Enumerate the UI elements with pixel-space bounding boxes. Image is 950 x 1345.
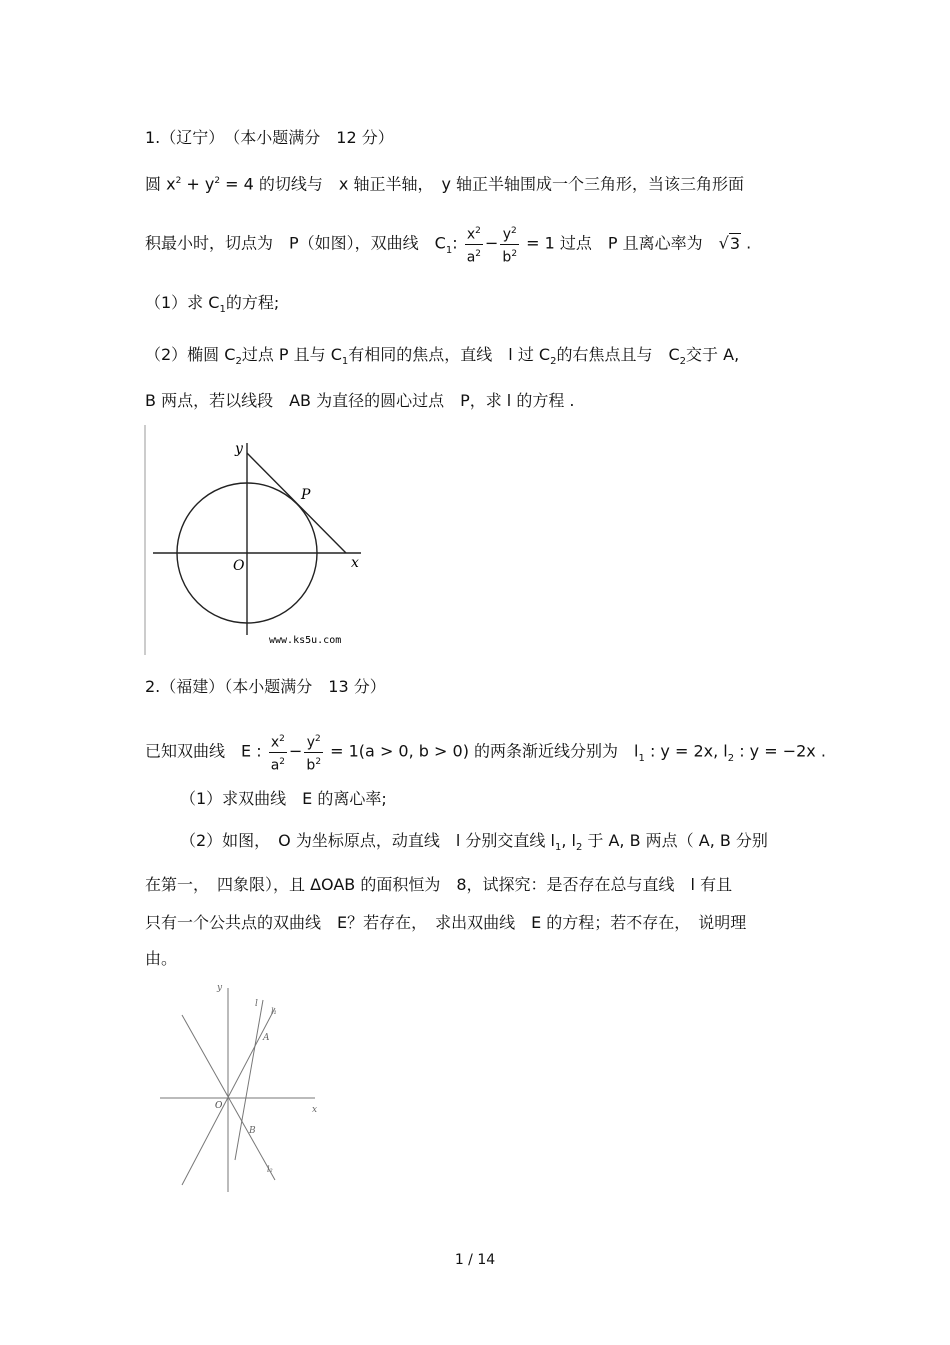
fraction-x2-a2: $\frac{x^2}{a^2}$	[269, 730, 287, 774]
origin-label: O	[215, 1101, 223, 1111]
fraction-y2-b2: $\frac{y^2}{b^2}$	[500, 222, 519, 266]
text: + y	[181, 174, 215, 194]
y-label: y	[217, 983, 223, 993]
problem2-heading: 2.（福建）（本小题满分 13 分）	[145, 677, 386, 696]
fraction-x2-a2: $\frac{x^2}{a^2}$	[465, 222, 483, 266]
minus: −	[485, 233, 499, 253]
problem1-q2-cont: B 两点，若以线段 AB 为直径的圆心过点 P，求 l 的方程 .	[145, 391, 575, 410]
problem2-q2-line4: 由。	[145, 949, 178, 968]
sqrt-value: 3	[729, 233, 741, 253]
problem2-line1: 已知双曲线 E : $\frac{x^2}{a^2}$ − $\frac{y^2}{b^2}$ = 1(a > 0, b > 0) 的两条渐近线分别为 $l_1$ : y = 2x, $l_2$ : y = −2x .	[145, 730, 826, 774]
figure-circle-tangent	[143, 425, 383, 655]
line-l	[235, 1000, 263, 1160]
text: :	[452, 233, 458, 253]
sup: 2	[214, 176, 221, 186]
x-label: x	[312, 1105, 318, 1115]
problem1-line1	[145, 170, 744, 195]
page-number: 1 / 14	[454, 1252, 496, 1268]
point-p-label: P	[301, 487, 311, 503]
figure-asymptotes	[155, 980, 335, 1200]
problem2-q2-line2: 在第一， 四象限），且 ΔOAB 的面积恒为 8，试探究：是否存在总与直线 l 有且	[145, 875, 733, 894]
problem2-q2: （2）如图， O 为坐标原点，动直线 l 分别交直线 $l_1$, $l_2$ 于 A, B 两点（ A, B 分别	[180, 831, 768, 854]
text: 积最小时，切点为 P（如图），双曲线 C	[145, 233, 446, 253]
text: = 1 过点 P 且离心率为	[521, 233, 719, 253]
text: .	[746, 233, 752, 253]
y-label: y	[235, 441, 243, 457]
tangent-line	[247, 453, 346, 553]
watermark: www.ks5u.com	[269, 635, 342, 646]
problem1-heading: 1.（辽宁） （本小题满分 12 分）	[145, 128, 394, 147]
sup: 2	[175, 176, 182, 186]
fraction-y2-b2: $\frac{y^2}{b^2}$	[304, 730, 323, 774]
line-l1-label: l₁	[271, 1007, 277, 1016]
point-a-label: A	[263, 1033, 270, 1043]
text: 圆 x	[145, 174, 176, 194]
line-l-label: l	[255, 999, 258, 1009]
problem1-q2: （2）椭圆 $C_2$过点 P 且与 $C_1$有相同的焦点，直线 l 过 $C_2$的右焦点且与 $C_2$交于 A,	[145, 345, 740, 368]
text: = 4 的切线与 x 轴正半轴， y 轴正半轴围成一个三角形，当该三角形面	[220, 174, 745, 194]
problem2-q2-line3: 只有一个公共点的双曲线 E？若存在， 求出双曲线 E 的方程；若不存在， 说明理	[145, 913, 747, 932]
line-l2-label: l₂	[267, 1165, 273, 1174]
origin-label: O	[233, 558, 245, 574]
x-label: x	[351, 555, 359, 571]
problem1-line2: 积最小时，切点为 P（如图），双曲线 $C_1$: $\frac{x^2}{a^2}$ − $\frac{y^2}{b^2}$ = 1 过点 P 且离心率为 √3 .	[145, 222, 751, 266]
problem1-q1: （1）求 $C_1$的方程;	[145, 293, 280, 316]
problem2-q1: （1）求双曲线 E 的离心率;	[180, 789, 387, 808]
sub: 1	[445, 244, 453, 256]
point-b-label: B	[249, 1126, 256, 1136]
